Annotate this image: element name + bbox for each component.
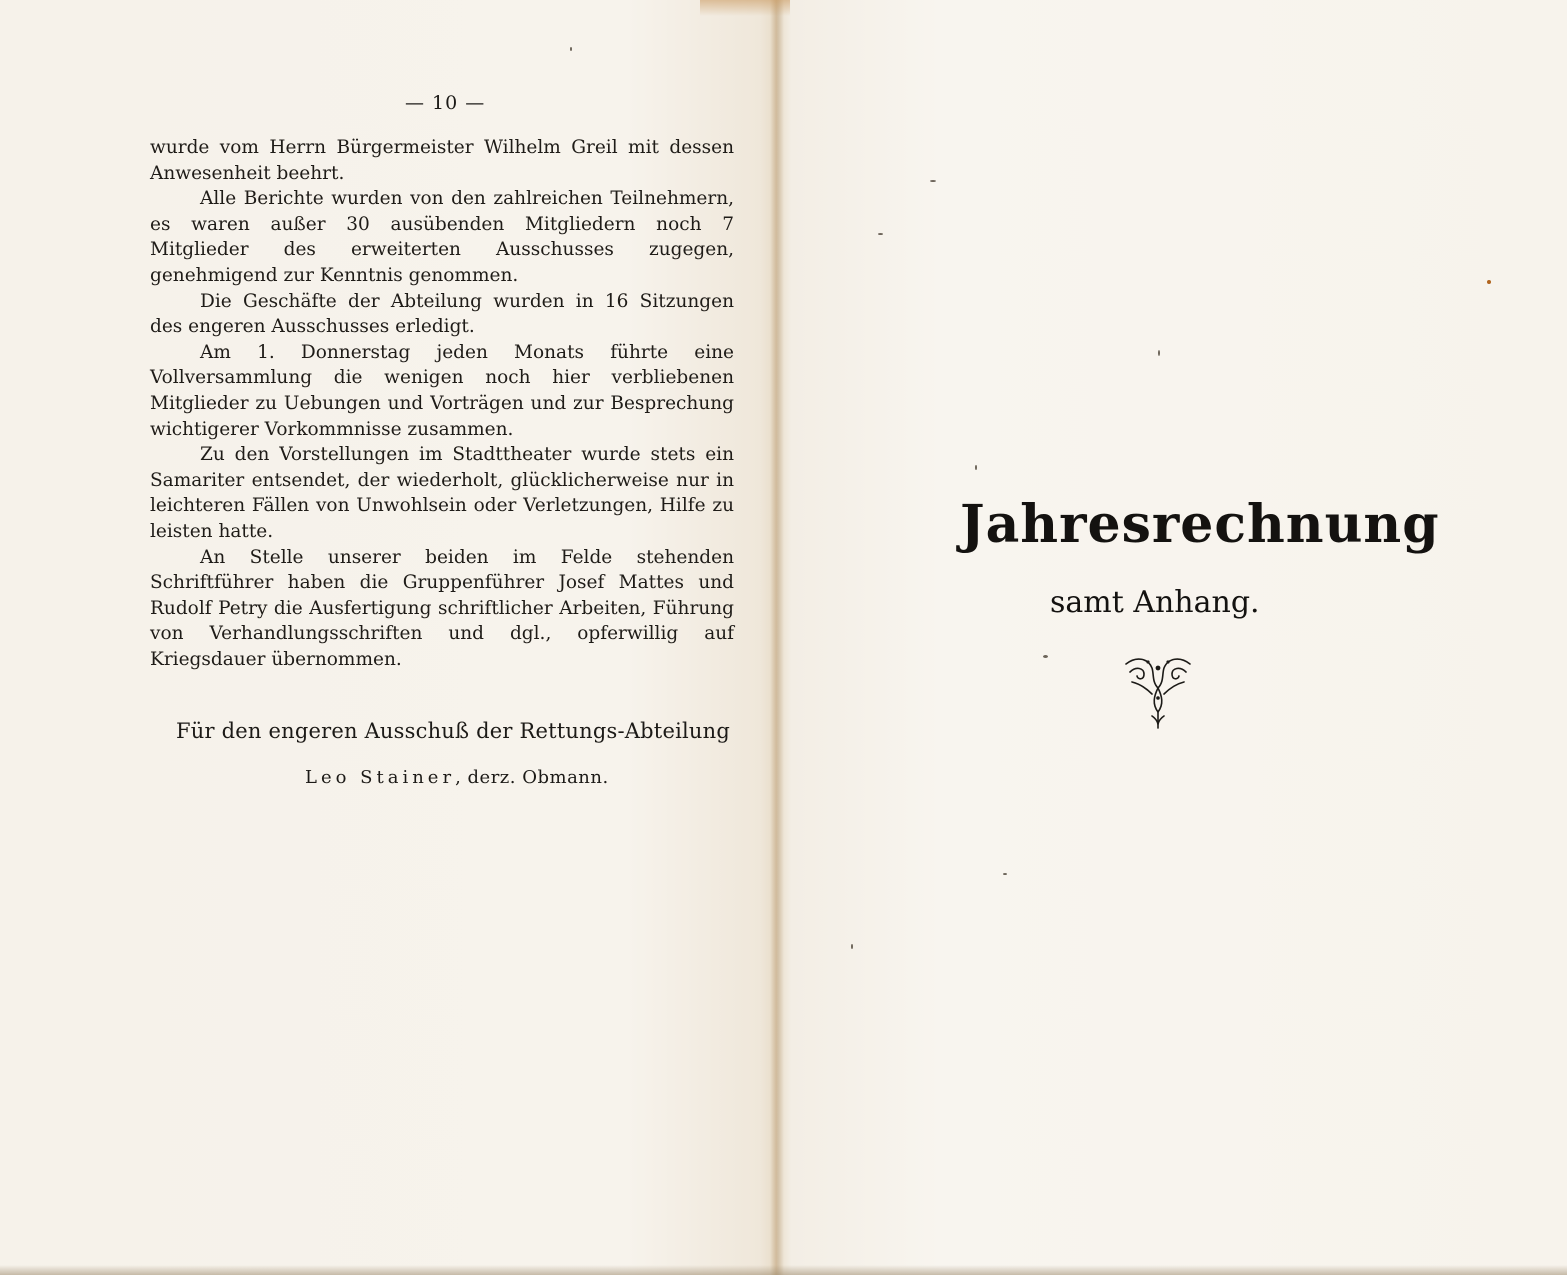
scan-speck <box>975 465 977 470</box>
body-text <box>150 135 734 672</box>
ornament-icon <box>1122 654 1194 730</box>
scan-speck <box>1487 280 1491 284</box>
scan-speck <box>851 944 853 949</box>
scan-speck <box>1158 350 1160 356</box>
scan-speck <box>570 47 572 51</box>
page-title: Jahresrechnung <box>960 494 1440 555</box>
page-number: — 10 — <box>405 92 486 114</box>
page-subtitle: samt Anhang. <box>1050 585 1260 620</box>
scan-speck <box>1043 655 1048 658</box>
right-page <box>778 0 1567 1275</box>
signature-line: Für den engeren Ausschuß der Rettungs-Abteilung <box>176 719 730 743</box>
paragraph: Zu den Vorstellungen im Stadttheater wurde stets ein Samariter entsendet, der wiederholt, glücklicherweise nur in leichteren Fällen von Unwohlsein oder Verletzungen, Hilfe zu leisten hatte. <box>150 444 734 542</box>
signatory-role: , derz. Obmann. <box>455 767 609 788</box>
paragraph: An Stelle unserer beiden im Felde stehenden Schriftführer haben die Gruppenführer Josef Mattes und Rudolf Petry die Ausfertigung schriftlicher Arbeiten, Führung von Verhandlungsschriften und dgl., opferwillig auf Kriegsdauer übernommen. <box>150 546 734 670</box>
scan-speck <box>1003 873 1007 875</box>
signatory-name: Leo Stainer <box>305 767 456 788</box>
paragraph: wurde vom Herrn Bürgermeister Wilhelm Greil mit dessen Anwesenheit beehrt. <box>150 137 734 184</box>
scan-speck <box>930 180 936 182</box>
paragraph: Die Geschäfte der Abteilung wurden in 16 Sitzungen des engeren Ausschusses erledigt. <box>150 290 734 338</box>
scan-speck <box>878 233 883 235</box>
paragraph: Alle Berichte wurden von den zahlreichen Teilnehmern, es waren außer 30 ausübenden Mitgliedern noch 7 Mitglieder des erweiterten Ausschusses zugegen, genehmigend zur Kenntnis genommen. <box>150 188 734 286</box>
paragraph: Am 1. Donnerstag jeden Monats führte eine Vollversammlung die wenigen noch hier verbliebenen Mitglieder zu Uebungen und Vorträgen und zur Besprechung wichtigerer Vorkommnisse zusammen. <box>150 341 734 440</box>
signature <box>305 767 609 788</box>
